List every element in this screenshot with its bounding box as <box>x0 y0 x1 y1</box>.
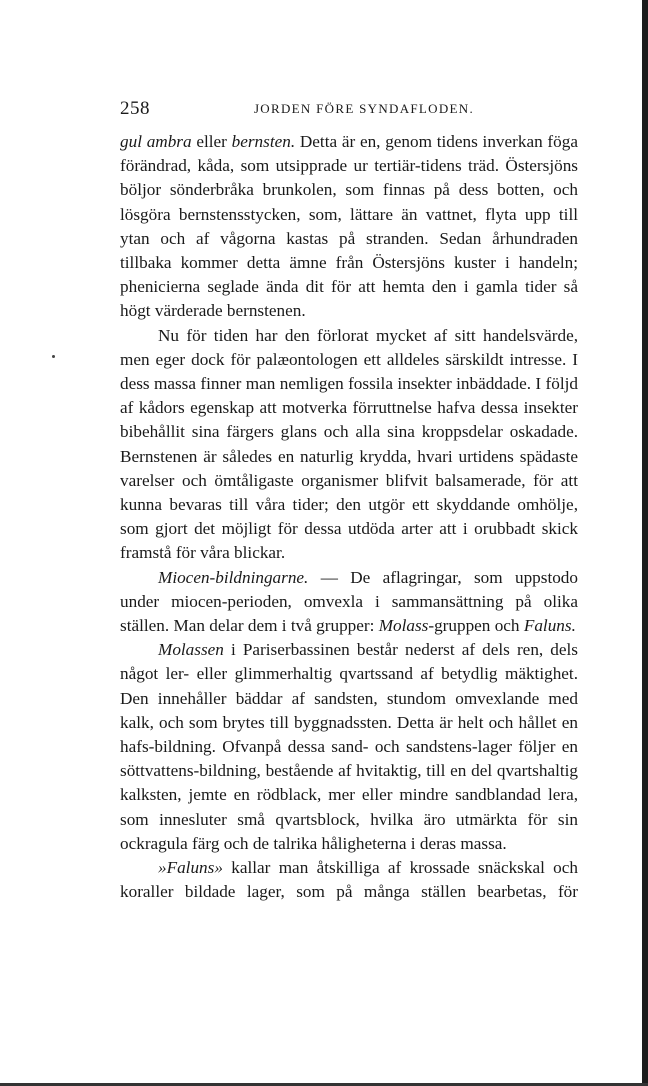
term-molassen: Molassen <box>158 640 224 660</box>
body-text <box>120 130 578 905</box>
section-heading-miocen: Miocen-bildningarne. <box>158 567 309 587</box>
paragraph-faluns <box>120 856 578 904</box>
term-gul-ambra: gul ambra <box>120 132 192 151</box>
term-faluns: Faluns. <box>523 616 576 636</box>
paragraph-amber-fossils <box>120 324 578 566</box>
term-bernsten: bernsten. <box>231 132 296 151</box>
term-molass: Molass <box>378 616 429 636</box>
text-span: Detta är en, genom tidens inverkan föga förändrad, kåda, som utsipprade ur tertiär-tidens träd. Östersjöns böljor sönderbråka brunkolen, som finnas på dess botten, och lösgöra bernstensstycken, som, lättare än vattnet, flyta upp till ytan och af vågorna kastas på stranden. Sedan århundraden tillbaka kommer detta ämne från Östersjöns kuster i handeln; phenicierna seglade ända dit för att hemta den i gamla tider så högt värderade bernstenen. <box>120 132 578 321</box>
term-faluns-quoted: »Faluns» <box>158 858 223 878</box>
running-title: JORDEN FÖRE SYNDAFLODEN. <box>253 101 475 116</box>
text-span: kallar man åtskilliga af krossade snäckskal och koraller bildade lager, som på många ställen bearbetas, för <box>120 858 578 902</box>
text-span: — De aflagringar, som uppstodo under miocen-perioden, omvexla i sammansättning på olika ställen. Man delar dem i två grupper: <box>120 567 578 636</box>
text-span: -gruppen och <box>428 616 524 636</box>
text-span: Nu för tiden har den förlorat mycket af sitt handelsvärde, men eger dock för palæontologen ett alldeles särskildt intresse. I dess massa finner man nemligen fossila insekter inbäddade. I följd af kådors egenskap att motverka förruttnelse hafva dessa insekter bibehållit sina färgers glans och alla sina kroppsdelar oskadade. Bernstenen är således en naturlig krydda, hvari urtidens spädaste varelser och ömtåligaste organismer blifvit balsamerade, för att kunna bevaras till våra tider; den utgör ett skyddande omhölje, som gjort det möjligt för dessa utdöda arter att i orubbadt skick framstå för våra blickar. <box>120 325 578 563</box>
margin-dot-mark <box>52 355 55 358</box>
scan-page-edge-right <box>642 0 648 1086</box>
page-number: 258 <box>120 98 150 119</box>
paragraph-miocene-heading <box>120 566 578 639</box>
page-header <box>120 98 578 122</box>
text-span: i Pariserbassinen består nederst af dels ren, dels något ler- eller glimmerhaltig qvartssand af betydlig mäktighet. Den innehåller bäddar af sandsten, stundom omvexlande med kalk, och som brytes till byggnadssten. Detta är helt och hållet en hafs-bildning. Ofvanpå dessa sand- och sandstens-lager följer en söttvattens-bildning, bestående af hvitaktig, till en del qvartshaltig kalksten, jemte en rödblack, mer eller mindre sandblandad lera, som innesluter små qvartsblock, hvilka äro utmärkta för sin ockragula färg och de talrika håligheterna i deras massa. <box>120 640 578 853</box>
text-span: eller <box>191 132 232 151</box>
paragraph-molassen <box>120 638 578 856</box>
paragraph-amber-intro <box>120 130 578 324</box>
